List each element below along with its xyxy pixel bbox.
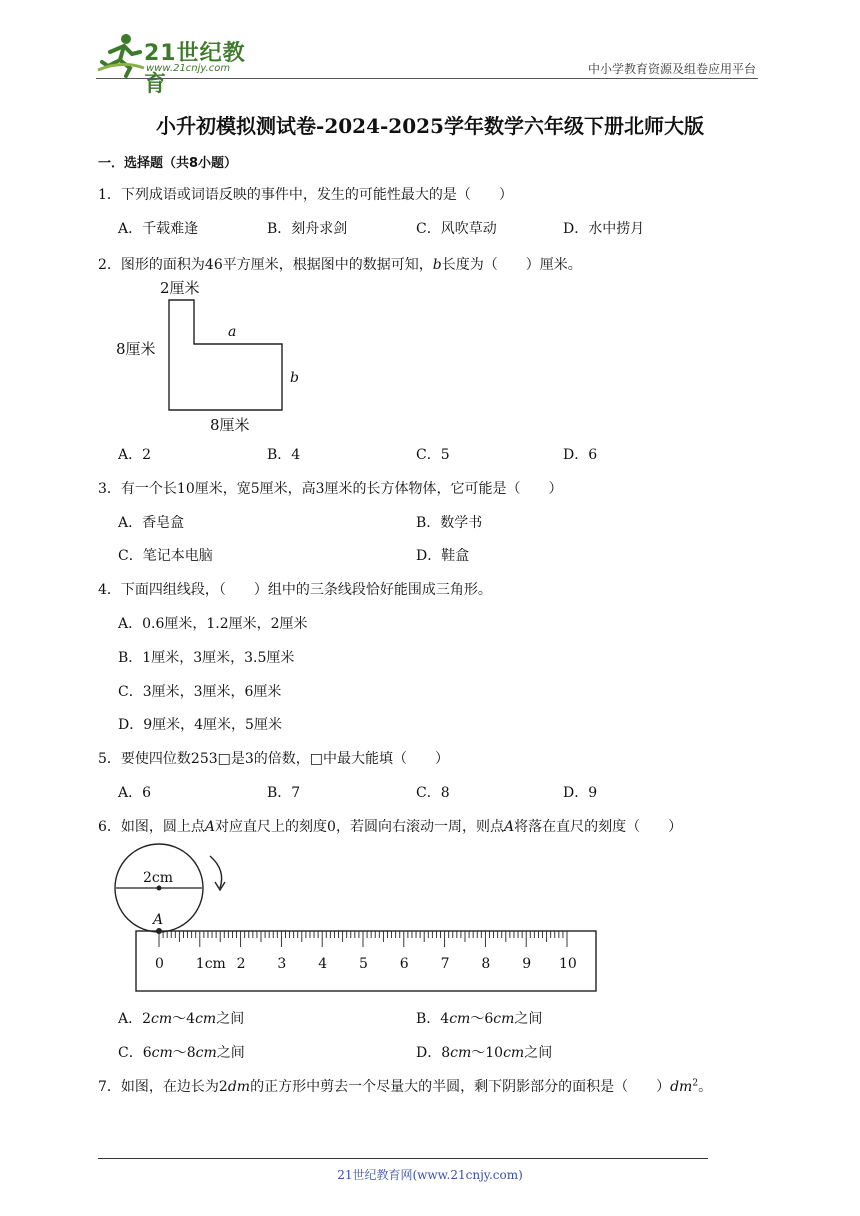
- logo-url: www.21cnjy.com: [146, 63, 231, 74]
- question-1-stem: 1．下列成语或词语反映的事件中，发生的可能性最大的是（ ）: [98, 187, 513, 203]
- q2-shape-figure: [114, 276, 304, 438]
- q1-option-d: D．水中捞月: [563, 221, 645, 237]
- site-logo: [96, 30, 266, 97]
- q5-option-a: A．6: [118, 785, 152, 801]
- q3-option-a: A．香皂盒: [118, 515, 185, 531]
- ruler-tick-label: 5: [359, 956, 368, 972]
- header-divider: [96, 78, 758, 79]
- page-header: [96, 30, 758, 97]
- ruler-tick-label: 7: [440, 956, 450, 972]
- q6-d-mid: ～10: [471, 1045, 504, 1061]
- q4-option-b: B．1厘米，3厘米，3.5厘米: [118, 650, 295, 666]
- q6-b-prefix: B．4: [416, 1011, 450, 1027]
- q6-b-unit1: cm: [449, 1011, 471, 1027]
- q6-option-a: [118, 1008, 244, 1028]
- q6-point-label: A: [153, 912, 164, 928]
- q6-stem-part2: 对应直尺上的刻度0，若圆向右滚动一周，则点: [215, 819, 504, 835]
- q7-stem-part1: 7．如图，在边长为2: [98, 1079, 228, 1095]
- q4-option-c: C．3厘米，3厘米，6厘米: [118, 684, 282, 700]
- q3-option-c: C．笔记本电脑: [118, 548, 213, 564]
- q7-superscript: 2: [692, 1078, 699, 1089]
- page-title: 小升初模拟测试卷-2024-2025学年数学六年级下册北师大版: [156, 114, 704, 138]
- q2-label-a: a: [228, 324, 237, 340]
- question-2-stem: [98, 254, 582, 274]
- ruler-tick-label: 6: [399, 956, 409, 972]
- q4-option-d: D．9厘米，4厘米，5厘米: [118, 717, 282, 733]
- q6-c-mid: ～8: [172, 1045, 196, 1061]
- question-7-stem: [98, 1076, 712, 1096]
- q2-label-bottom: 8厘米: [210, 416, 250, 434]
- ruler-tick-label: 1cm: [195, 956, 226, 972]
- q7-unit-a: dm: [227, 1079, 251, 1095]
- q6-a-suffix: 之间: [216, 1011, 245, 1027]
- q2-label-b: b: [290, 370, 299, 386]
- ruler-tick-label: 3: [277, 956, 287, 972]
- question-3-stem: 3．有一个长10厘米，宽5厘米，高3厘米的长方体物体，它可能是（ ）: [98, 481, 563, 497]
- ruler-tick-label: 10: [559, 956, 577, 972]
- ruler-tick-label: 4: [318, 956, 328, 972]
- q6-stem-part1: 6．如图，圆上点: [98, 819, 205, 835]
- q6-c-unit1: cm: [151, 1045, 173, 1061]
- ruler-tick-label: 0: [155, 956, 164, 972]
- q5-option-b: B．7: [267, 785, 301, 801]
- q6-a-unit2: cm: [195, 1011, 217, 1027]
- q6-c-suffix: 之间: [216, 1045, 245, 1061]
- q6-a-mid: ～4: [172, 1011, 196, 1027]
- q6-option-c: [118, 1042, 245, 1062]
- ruler-tick-label: 8: [481, 956, 491, 972]
- footer-divider: [98, 1158, 708, 1159]
- question-6-stem: [98, 816, 682, 836]
- q6-b-mid: ～6: [470, 1011, 494, 1027]
- q4-option-a: A．0.6厘米，1.2厘米，2厘米: [118, 616, 308, 632]
- q2-option-a: A．2: [118, 447, 152, 463]
- q2-var-b: b: [432, 257, 442, 273]
- section-heading: 一．选择题（共8小题）: [98, 156, 238, 171]
- q7-end: 。: [698, 1079, 713, 1095]
- q6-a-unit1: cm: [151, 1011, 173, 1027]
- q2-stem-part1: 2．图形的面积为46平方厘米，根据图中的数据可知，: [98, 257, 433, 273]
- q6-b-unit2: cm: [493, 1011, 515, 1027]
- footer-link[interactable]: 21世纪教育网(www.21cnjy.com): [337, 1168, 523, 1182]
- ruler-tick-label: 9: [522, 956, 532, 972]
- q6-stem-part3: 将落在直尺的刻度（ ）: [514, 819, 683, 835]
- q2-option-d: D．6: [563, 447, 598, 463]
- q6-d-unit2: cm: [503, 1045, 525, 1061]
- q1-option-b: B．刻舟求剑: [267, 221, 348, 237]
- q2-label-top: 2厘米: [160, 279, 200, 297]
- q6-d-prefix: D．8: [416, 1045, 451, 1061]
- q3-option-d: D．鞋盒: [416, 548, 470, 564]
- q2-option-c: C．5: [416, 447, 450, 463]
- q1-option-c: C．风吹草动: [416, 221, 497, 237]
- platform-name: 中小学教育资源及组卷应用平台: [587, 62, 756, 76]
- runner-logo-icon: [96, 30, 146, 78]
- logo-text: 21世纪教育: [144, 41, 246, 97]
- q1-option-a: A．千载难逢: [118, 221, 199, 237]
- q6-c-prefix: C．6: [118, 1045, 152, 1061]
- question-4-stem: 4．下面四组线段，（ ）组中的三条线段恰好能围成三角形。: [98, 582, 492, 598]
- q7-stem-part2: 的正方形中剪去一个尽量大的半圆，剩下阴影部分的面积是（ ）: [250, 1079, 671, 1095]
- q6-option-b: [416, 1008, 542, 1028]
- q3-option-b: B．数学书: [416, 515, 483, 531]
- ruler-tick-label: 2: [236, 956, 246, 972]
- q6-c-unit2: cm: [195, 1045, 217, 1061]
- q6-var-a2: A: [503, 819, 515, 835]
- q6-var-a1: A: [204, 819, 216, 835]
- q6-diameter-label: 2cm: [143, 870, 174, 886]
- q5-option-d: D．9: [563, 785, 598, 801]
- q2-label-left: 8厘米: [116, 340, 156, 358]
- q2-stem-part2: 长度为（ ）厘米。: [441, 257, 582, 273]
- q7-unit-b: dm: [670, 1079, 693, 1095]
- q6-d-suffix: 之间: [524, 1045, 553, 1061]
- q6-d-unit1: cm: [450, 1045, 472, 1061]
- q5-option-c: C．8: [416, 785, 450, 801]
- q2-option-b: B．4: [267, 447, 301, 463]
- question-5-stem: 5．要使四位数253□是3的倍数，□中最大能填（ ）: [98, 751, 449, 767]
- q6-b-suffix: 之间: [514, 1011, 543, 1027]
- q6-option-d: [416, 1042, 552, 1062]
- q6-a-prefix: A．2: [118, 1011, 152, 1027]
- q6-circle-ruler-figure: [114, 842, 604, 994]
